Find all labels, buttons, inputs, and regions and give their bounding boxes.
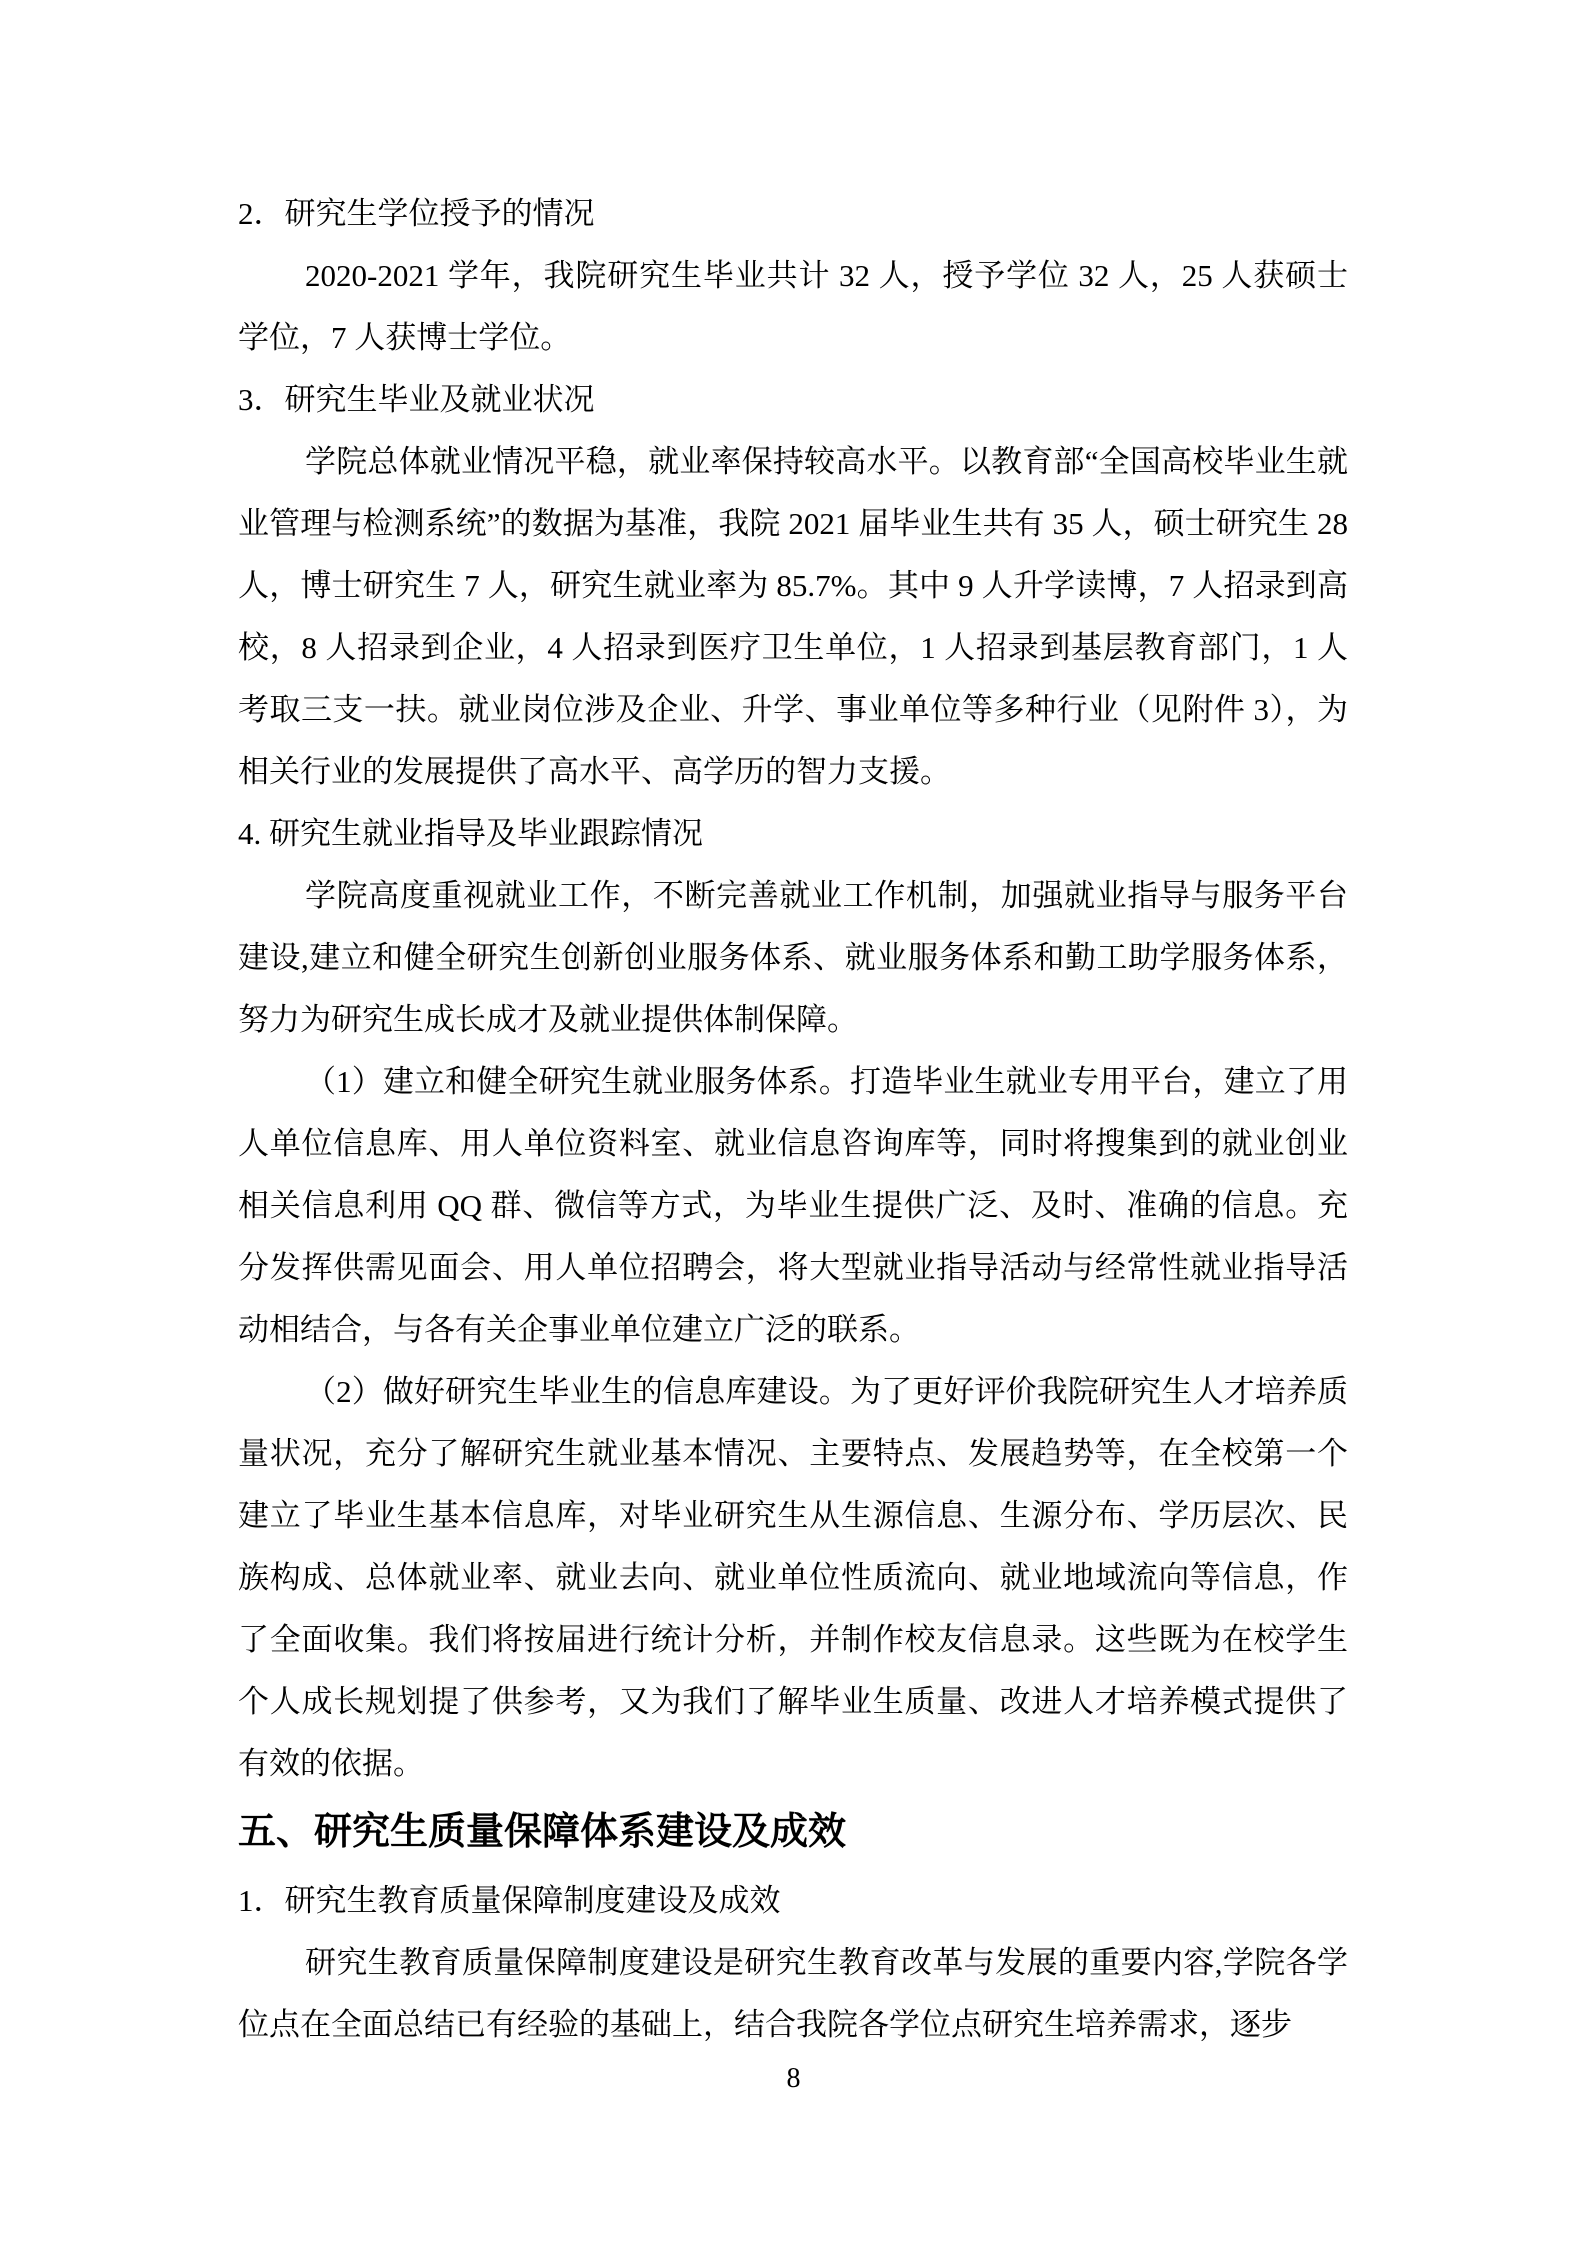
document-body: [238, 183, 1348, 2056]
paragraph-service-system: （1）建立和健全研究生就业服务体系。打造毕业生就业专用平台，建立了用人单位信息库、用人单位资料室、就业信息咨询库等，同时将搜集到的就业创业相关信息利用 QQ 群、微信等方式，为毕业生提供广泛、及时、准确的信息。充分发挥供需见面会、用人单位招聘会，将大型就业指导活动与经常性就业指导活动相结合，与各有关企事业单位建立广泛的联系。: [238, 1064, 1348, 1347]
paragraph-quality-construction: 研究生教育质量保障制度建设是研究生教育改革与发展的重要内容,学院各学位点在全面总结已有经验的基础上，结合我院各学位点研究生培养需求，逐步: [238, 1945, 1348, 2042]
paragraph-info-database: （2）做好研究生毕业生的信息库建设。为了更好评价我院研究生人才培养质量状况，充分了解研究生就业基本情况、主要特点、发展趋势等，在全校第一个建立了毕业生基本信息库，对毕业研究生从生源信息、生源分布、学历层次、民族构成、总体就业率、就业去向、就业单位性质流向、就业地域流向等信息，作了全面收集。我们将按届进行统计分析，并制作校友信息录。这些既为在校学生个人成长规划提了供参考，又为我们了解毕业生质量、改进人才培养模式提供了有效的依据。: [238, 1374, 1348, 1781]
paragraph-degree-stats: 2020-2021 学年，我院研究生毕业共计 32 人，授予学位 32 人，25 人获硕士学位，7 人获博士学位。: [238, 258, 1348, 355]
paragraph-guidance-platform: 学院高度重视就业工作，不断完善就业工作机制，加强就业指导与服务平台建设,建立和健全研究生创新创业服务体系、就业服务体系和勤工助学服务体系，努力为研究生成长成才及就业提供体制保障。: [238, 878, 1348, 1037]
paragraph-employment-overview: 学院总体就业情况平稳，就业率保持较高水平。以教育部“全国高校毕业生就业管理与检测系统”的数据为基准，我院 2021 届毕业生共有 35 人，硕士研究生 28 人，博士研究生 7 人，研究生就业率为 85.7%。其中 9 人升学读博，7 人招录到高校，8 人招录到企业，4 人招录到医疗卫生单位，1 人招录到基层教育部门，1 人考取三支一扶。就业岗位涉及企业、升学、事业单位等多种行业（见附件 3），为相关行业的发展提供了高水平、高学历的智力支援。: [238, 444, 1348, 789]
page-number: 8: [786, 2063, 801, 2094]
list-item-employment-guidance: 4. 研究生就业指导及毕业跟踪情况: [238, 816, 703, 851]
section-heading-quality-assurance: 五、研究生质量保障体系建设及成效: [238, 1811, 847, 1853]
list-item-degree-awarding: 2．研究生学位授予的情况: [238, 196, 595, 231]
list-item-quality-system: 1．研究生教育质量保障制度建设及成效: [238, 1883, 781, 1918]
list-item-graduation-employment: 3．研究生毕业及就业状况: [238, 382, 595, 417]
